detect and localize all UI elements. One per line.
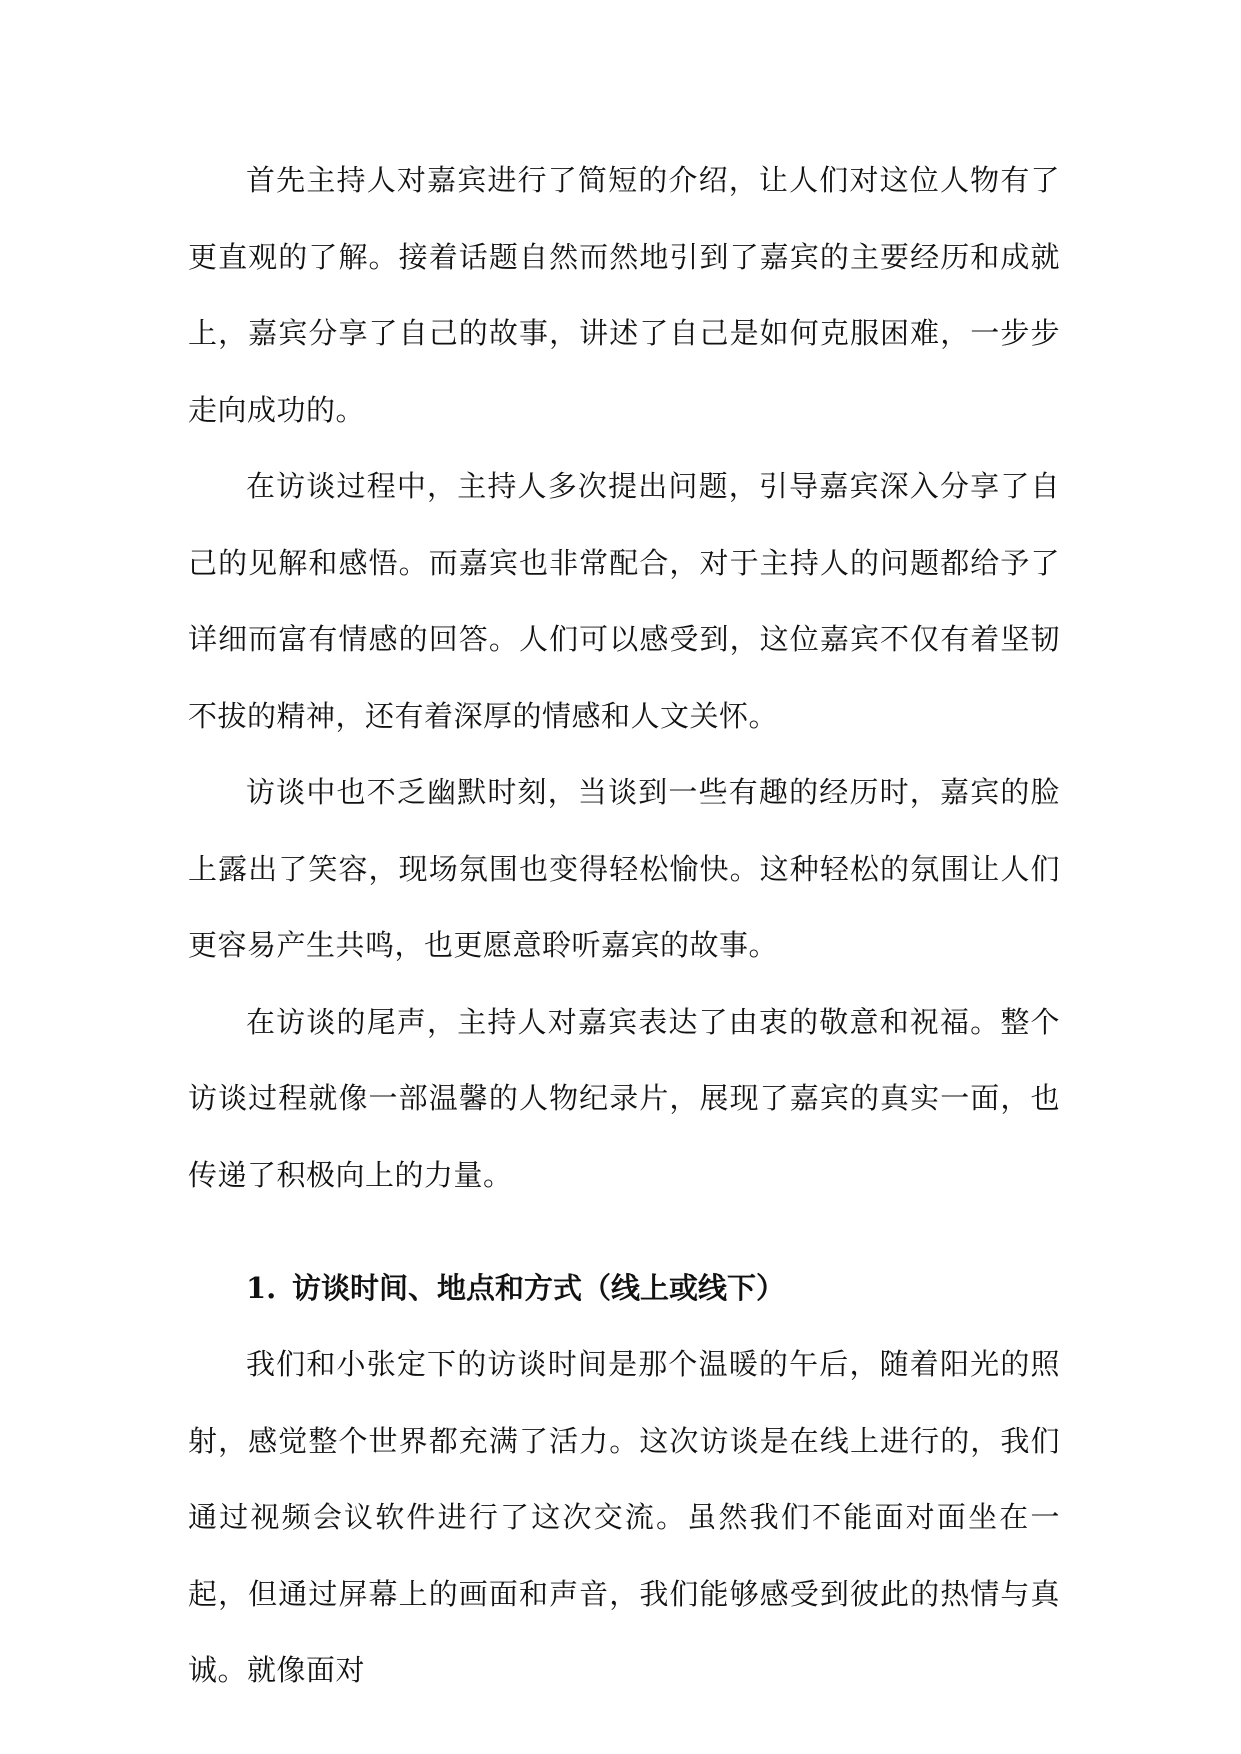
section-number: 1. (246, 1271, 277, 1305)
paragraph-interview-time: 我们和小张定下的访谈时间是那个温暖的午后，随着阳光的照射，感觉整个世界都充满了活力。这次访谈是在线上进行的，我们通过视频会议软件进行了这次交流。虽然我们不能面对面坐在一起，但通过屏幕上的画面和声音，我们能够感受到彼此的热情与真诚。就像面对 (188, 1347, 1060, 1687)
paragraph-intro: 首先主持人对嘉宾进行了简短的介绍，让人们对这位人物有了更直观的了解。接着话题自然而然地引到了嘉宾的主要经历和成就上，嘉宾分享了自己的故事，讲述了自己是如何克服困难，一步步走向成功的。 (188, 163, 1060, 427)
paragraph-ending: 在访谈的尾声，主持人对嘉宾表达了由衷的敬意和祝福。整个访谈过程就像一部温馨的人物纪录片，展现了嘉宾的真实一面，也传递了积极向上的力量。 (188, 1004, 1060, 1192)
document-body (188, 142, 1060, 1709)
paragraph-humor: 访谈中也不乏幽默时刻，当谈到一些有趣的经历时，嘉宾的脸上露出了笑容，现场氛围也变得轻松愉快。这种轻松的氛围让人们更容易产生共鸣，也更愿意聆听嘉宾的故事。 (188, 775, 1060, 962)
paragraph-interview-process: 在访谈过程中，主持人多次提出问题，引导嘉宾深入分享了自己的见解和感悟。而嘉宾也非常配合，对于主持人的问题都给予了详细而富有情感的回答。人们可以感受到，这位嘉宾不仅有着坚韧不拔的精神，还有着深厚的情感和人文关怀。 (188, 469, 1060, 733)
section-title: 访谈时间、地点和方式（线上或线下） (292, 1271, 786, 1305)
section-heading (188, 1250, 1060, 1326)
